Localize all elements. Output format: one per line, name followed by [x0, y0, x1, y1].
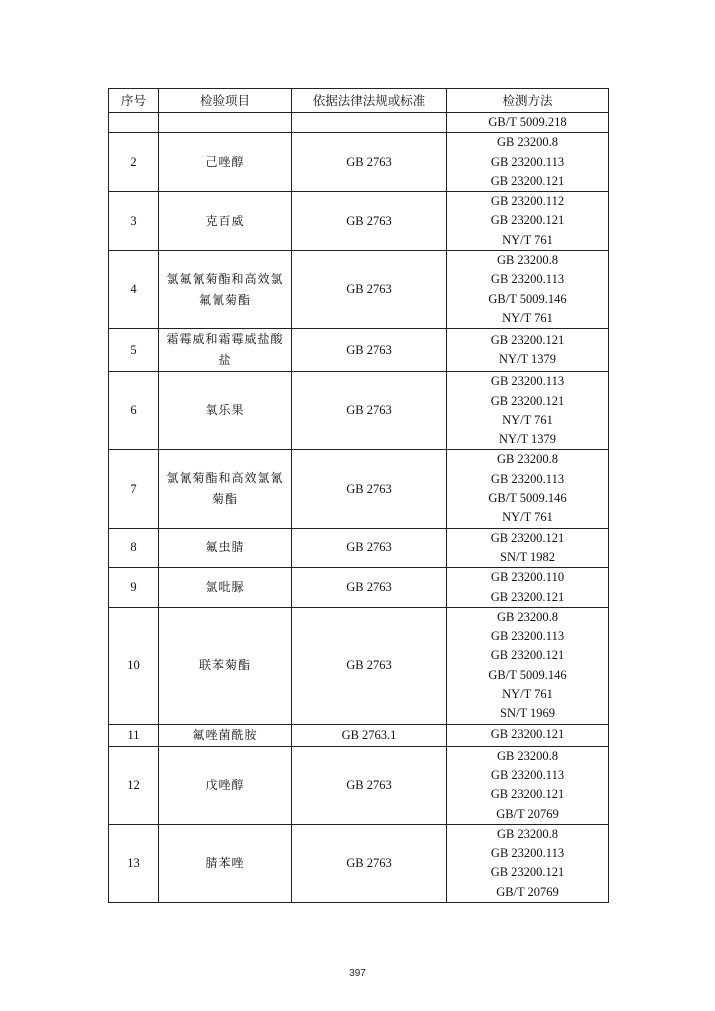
legal-basis-cell: GB 2763 — [292, 329, 447, 372]
test-method-cell — [447, 746, 609, 824]
inspection-item-cell: 氟虫腈 — [159, 528, 292, 568]
table-row — [109, 192, 609, 251]
test-method-cell — [447, 568, 609, 608]
test-method-standard: GB 23200.113 — [490, 846, 565, 861]
test-method-standard: NY/T 761 — [502, 412, 553, 427]
legal-basis-cell: GB 2763.1 — [292, 724, 447, 746]
table-row — [109, 133, 609, 192]
inspection-table — [108, 88, 609, 903]
serial-number-cell: 4 — [109, 251, 159, 329]
inspection-item-cell: 腈苯唑 — [159, 824, 292, 902]
test-method-standard: GB 23200.121 — [490, 393, 565, 408]
test-method-cell — [447, 824, 609, 902]
test-method-standard: NY/T 761 — [502, 687, 553, 702]
inspection-item-cell: 氟唑菌酰胺 — [159, 724, 292, 746]
page-number: 397 — [349, 968, 366, 979]
test-method-standard: GB 23200.8 — [496, 253, 559, 268]
inspection-item-cell: 己唑醇 — [159, 133, 292, 192]
legal-basis-cell: GB 2763 — [292, 133, 447, 192]
legal-basis-cell: GB 2763 — [292, 607, 447, 724]
inspection-item-cell: 联苯菊酯 — [159, 607, 292, 724]
serial-number-cell: 11 — [109, 724, 159, 746]
test-method-standard: SN/T 1982 — [500, 549, 555, 564]
legal-basis-cell: GB 2763 — [292, 746, 447, 824]
header-inspection-item: 检验项目 — [159, 89, 292, 113]
test-method-standard: GB 23200.121 — [490, 648, 565, 663]
test-method-cell — [447, 450, 609, 528]
legal-basis-cell: GB 2763 — [292, 450, 447, 528]
serial-number-cell: 12 — [109, 746, 159, 824]
serial-number-cell: 13 — [109, 824, 159, 902]
test-method-cell — [447, 113, 609, 133]
serial-number-cell: 3 — [109, 192, 159, 251]
test-method-standard: NY/T 761 — [502, 510, 553, 525]
table-row — [109, 824, 609, 902]
table-row — [109, 607, 609, 724]
test-method-cell — [447, 724, 609, 746]
test-method-standard: SN/T 1969 — [500, 706, 555, 721]
serial-number-cell: 6 — [109, 372, 159, 450]
test-method-cell — [447, 133, 609, 192]
legal-basis-cell: GB 2763 — [292, 372, 447, 450]
serial-number-cell: 8 — [109, 528, 159, 568]
test-method-standard: GB 23200.121 — [490, 865, 565, 880]
test-method-standard: GB 23200.8 — [496, 826, 559, 841]
table-row — [109, 251, 609, 329]
test-method-standard: GB 23200.8 — [496, 609, 559, 624]
serial-number-cell: 7 — [109, 450, 159, 528]
table-row — [109, 568, 609, 608]
test-method-standard: GB 23200.121 — [490, 332, 565, 347]
table-body — [109, 113, 609, 903]
test-method-cell — [447, 251, 609, 329]
inspection-item-cell — [159, 113, 292, 133]
inspection-item-cell: 克百威 — [159, 192, 292, 251]
test-method-standard: GB/T 5009.146 — [488, 491, 567, 506]
inspection-item-cell: 氧乐果 — [159, 372, 292, 450]
test-method-standard: GB 23200.8 — [496, 452, 559, 467]
test-method-standard: GB 23200.121 — [490, 589, 565, 604]
inspection-item-cell: 霜霉威和霜霉威盐酸盐 — [159, 329, 292, 372]
legal-basis-cell: GB 2763 — [292, 192, 447, 251]
test-method-cell — [447, 528, 609, 568]
header-test-method: 检测方法 — [447, 89, 609, 113]
test-method-standard: GB 23200.121 — [490, 173, 565, 188]
inspection-item-cell: 氯氟氰菊酯和高效氯氟氰菊酯 — [159, 251, 292, 329]
legal-basis-cell: GB 2763 — [292, 824, 447, 902]
test-method-standard: GB/T 5009.146 — [488, 291, 567, 306]
table-row — [109, 450, 609, 528]
header-row — [109, 89, 609, 113]
legal-basis-cell: GB 2763 — [292, 251, 447, 329]
test-method-standard: GB 23200.110 — [490, 570, 565, 585]
test-method-standard: GB 23200.113 — [490, 767, 565, 782]
inspection-item-cell: 戊唑醇 — [159, 746, 292, 824]
table-row — [109, 329, 609, 372]
test-method-standard: GB 23200.121 — [490, 727, 565, 742]
serial-number-cell: 10 — [109, 607, 159, 724]
test-method-standard: GB 23200.121 — [490, 213, 565, 228]
serial-number-cell: 9 — [109, 568, 159, 608]
test-method-standard: NY/T 1379 — [498, 432, 557, 447]
test-method-cell — [447, 372, 609, 450]
test-method-standard: GB 23200.113 — [490, 272, 565, 287]
serial-number-cell: 5 — [109, 329, 159, 372]
test-method-standard: GB/T 20769 — [496, 806, 559, 821]
legal-basis-cell: GB 2763 — [292, 528, 447, 568]
table-row — [109, 372, 609, 450]
test-method-standard: GB 23200.112 — [490, 194, 565, 209]
inspection-item-cell: 氯氰菊酯和高效氯氰菊酯 — [159, 450, 292, 528]
legal-basis-cell: GB 2763 — [292, 568, 447, 608]
table-row — [109, 528, 609, 568]
table-row — [109, 113, 609, 133]
inspection-item-cell: 氯吡脲 — [159, 568, 292, 608]
test-method-standard: GB 23200.113 — [490, 629, 565, 644]
test-method-standard: GB 23200.8 — [496, 748, 559, 763]
test-method-standard: GB/T 5009.146 — [488, 667, 567, 682]
test-method-standard: NY/T 1379 — [498, 352, 557, 367]
header-serial-number: 序号 — [109, 89, 159, 113]
table-row — [109, 724, 609, 746]
test-method-standard: NY/T 761 — [502, 232, 553, 247]
table-row — [109, 746, 609, 824]
serial-number-cell — [109, 113, 159, 133]
test-method-standard: GB 23200.8 — [496, 135, 559, 150]
test-method-standard: GB 23200.113 — [490, 471, 565, 486]
test-method-standard: GB/T 20769 — [496, 884, 559, 899]
test-method-standard: GB 23200.121 — [490, 787, 565, 802]
test-method-cell — [447, 192, 609, 251]
test-method-cell — [447, 607, 609, 724]
header-legal-basis: 依据法律法规或标准 — [292, 89, 447, 113]
test-method-standard: GB/T 5009.218 — [488, 115, 567, 129]
test-method-standard: GB 23200.121 — [490, 530, 565, 545]
test-method-standard: NY/T 761 — [502, 310, 553, 325]
test-method-standard: GB 23200.113 — [490, 154, 565, 169]
test-method-cell — [447, 329, 609, 372]
test-method-standard: GB 23200.113 — [490, 374, 565, 389]
legal-basis-cell — [292, 113, 447, 133]
serial-number-cell: 2 — [109, 133, 159, 192]
